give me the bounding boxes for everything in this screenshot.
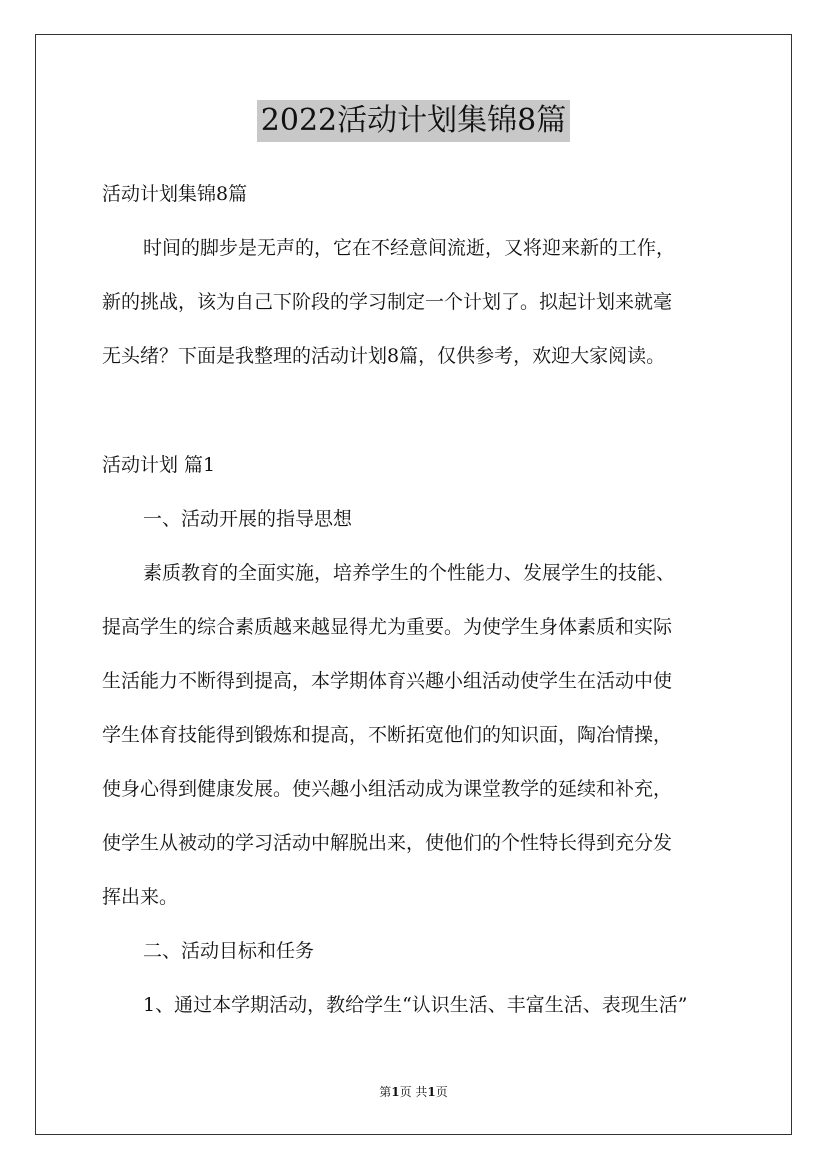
body-line-3: 生活能力不断得到提高，本学期体育兴趣小组活动使学生在活动中使 — [102, 670, 673, 692]
title-wrap — [0, 100, 827, 142]
item-one: 1、通过本学期活动，教给学生“认识生活、丰富生活、表现生活” — [143, 994, 688, 1016]
body-line-6: 使学生从被动的学习活动中解脱出来，使他们的个性特长得到充分发 — [102, 832, 673, 854]
intro-line-3: 无头绪？下面是我整理的活动计划8篇，仅供参考，欢迎大家阅读。 — [102, 345, 666, 367]
intro-line-2: 新的挑战，该为自己下阶段的学习制定一个计划了。拟起计划来就毫 — [102, 291, 673, 313]
footer-page-suffix: 页 — [435, 1085, 448, 1099]
section-heading: 活动计划 篇1 — [102, 454, 216, 476]
heading-one: 一、活动开展的指导思想 — [143, 508, 353, 530]
footer-page-mid: 页 共 — [399, 1085, 428, 1099]
body-line-1: 素质教育的全面实施，培养学生的个性能力、发展学生的技能、 — [143, 562, 676, 584]
footer-page-prefix: 第 — [379, 1085, 392, 1099]
body-line-7: 挥出来。 — [102, 886, 179, 908]
intro-line-1: 时间的脚步是无声的，它在不经意间流逝，又将迎来新的工作， — [143, 237, 676, 259]
footer-page-total: 1 — [427, 1085, 436, 1099]
document-subtitle: 活动计划集锦8篇 — [102, 183, 248, 205]
body-line-2: 提高学生的综合素质越来越显得尤为重要。为使学生身体素质和实际 — [102, 616, 673, 638]
body-line-5: 使身心得到健康发展。使兴趣小组活动成为课堂教学的延续和补充， — [102, 778, 673, 800]
heading-two: 二、活动目标和任务 — [143, 940, 315, 962]
page-footer — [0, 1084, 827, 1100]
footer-page-number: 1 — [391, 1085, 400, 1099]
body-line-4: 学生体育技能得到锻炼和提高，不断拓宽他们的知识面，陶冶情操， — [102, 724, 673, 746]
document-title: 2022活动计划集锦8篇 — [257, 100, 570, 142]
